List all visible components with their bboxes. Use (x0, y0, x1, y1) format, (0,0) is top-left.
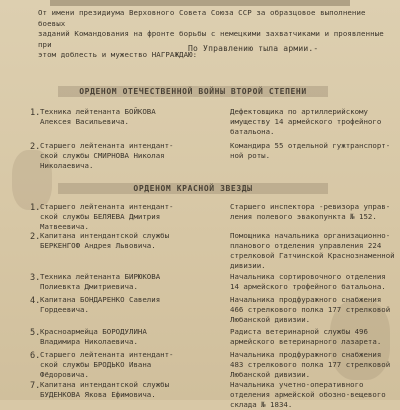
entry-number: 4. (30, 296, 41, 306)
entry-person: Техника лейтенанта БИРЮКОВА Полиевкта Дмитриевича. (40, 272, 161, 291)
entry-position: Начальника учетно-оперативного отделения армейской обозно-вещевого склада № 1834. (230, 380, 386, 409)
entry-position: Дефектовщика по артиллерийскому имуществу 14 армейского трофейного батальона. (230, 107, 382, 136)
entry-number: 1. (30, 203, 41, 213)
entry-number: 5. (30, 328, 41, 338)
entry-position: Начальника продфуражного снабжения 483 стрелкового полка 177 стрелковой Любанской дивизии. (230, 350, 391, 379)
entry-number: 7. (30, 381, 41, 391)
entry-position: Старшего инспектора -ревизора управ- ления полевого эвакопункта № 152. (230, 202, 391, 221)
entry-person: Красноармейца БОРОДУЛИНА Владимира Николаевича. (40, 327, 147, 346)
entry-person: Старшего лейтенанта интендант- ской службы БРОДЬКО Ивана Фёдоровича. (40, 350, 174, 379)
entry-position: Командира 55 отдельной гужтранспорт- ной роты. (230, 141, 391, 160)
intro-text: От имени президиума Верховного Совета Союза ССР за образцовое выполнение боевых заданий Командования на фронте борьбы с немецкими захватчиками и проявленные при этом доблесть и мужество НАГРАЖДАЮ: (38, 8, 384, 59)
entry-person: Старшего лейтенанта интендант- ской службы БЕЛЯЕВА Дмитрия Матвеевича. (40, 202, 174, 231)
scan-edge (50, 0, 350, 6)
entry-person: Техника лейтенанта БОЙКОВА Алексея Васильевича. (40, 107, 156, 126)
entry-position: Начальника сортировочного отделения 14 армейского трофейного батальона. (230, 272, 386, 291)
entry-number: 2. (30, 232, 41, 242)
entry-person: Старшего лейтенанта интендант- ской службы СМИРНОВА Николая Николаевича. (40, 141, 174, 170)
order-heading: ОРДЕНОМ КРАСНОЙ ЗВЕЗДЫ (58, 183, 328, 194)
entry-number: 2. (30, 142, 41, 152)
entry-position: Начальника продфуражного снабжения 466 стрелкового полка 177 стрелковой Любанской дивизии. (230, 295, 391, 324)
order-heading: ОРДЕНОМ ОТЕЧЕСТВЕННОЙ ВОЙНЫ ВТОРОЙ СТЕПЕНИ (58, 86, 328, 97)
entry-person: Капитана интендантской службы БЕРКЕНГОФ Андрея Львовича. (40, 231, 170, 250)
entry-position: Помощника начальника организационно- планового отделения управления 224 стрелковой Гатчинской Краснознаменной дивизии. (230, 231, 395, 270)
entry-number: 6. (30, 351, 41, 361)
entry-number: 1. (30, 108, 41, 118)
department-heading: По Управлению тыла армии.- (188, 44, 319, 53)
entry-person: Капитана интендантской службы БУДЕНКОВА Якова Ефимовича. (40, 380, 170, 399)
entry-position: Радиста ветеринарной службы 496 армейского ветеринарного лазарета. (230, 327, 382, 346)
entry-number: 3. (30, 273, 41, 283)
entry-person: Капитана БОНДАРЕНКО Савелия Гордеевича. (40, 295, 161, 314)
